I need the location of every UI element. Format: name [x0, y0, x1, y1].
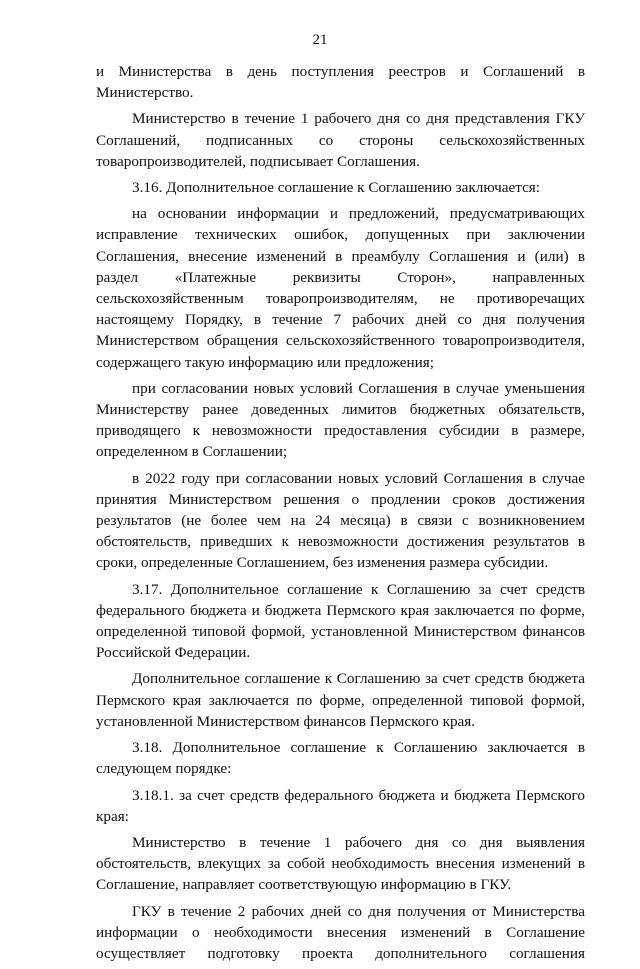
paragraph: Министерство в течение 1 рабочего дня со дня представления ГКУ Соглашений, подписанных со стороны сельскохозяйственных товаропроизводителей, подписывает Соглашения. [96, 110, 585, 170]
paragraph: 3.17. Дополнительное соглашение к Соглашению за счет средств федерального бюджета и бюджета Пермского края заключается по форме, определенной типовой формой, установленной Министерством финансов Российской Федерации. [96, 580, 585, 662]
paragraph: в 2022 году при согласовании новых условий Соглашения в случае принятия Министерством решения о продлении сроков достижения результатов (не более чем на 24 месяца) в связи с возникновением обстоятельств, приведших к невозможности достижения результатов в сроки, определенные Соглашением, без изменения размера субсидии. [96, 469, 585, 572]
paragraph: 3.16. Дополнительное соглашение к Соглашению заключается: [132, 179, 541, 197]
paragraph: 3.18.1. за счет средств федерального бюджета и бюджета Пермского края: [96, 786, 585, 825]
paragraph: 3.18. Дополнительное соглашение к Соглашению заключается в следующем порядке: [96, 739, 585, 778]
paragraph: Министерство в течение 1 рабочего дня со дня выявления обстоятельств, влекущих за собой необходимость внесения изменений в Соглашение, направляет соответствующую информацию в ГКУ. [96, 833, 585, 894]
document-body [96, 61, 585, 969]
page-number: 21 [312, 32, 328, 48]
paragraph: при согласовании новых условий Соглашения в случае уменьшения Министерству ранее доведенных лимитов бюджетных обязательств, приводящего к невозможности предоставления субсидии в размере, определенном в Соглашении; [96, 379, 585, 461]
paragraph: Дополнительное соглашение к Соглашению за счет средств бюджета Пермского края заключается по форме, определенной типовой формой, установленной Министерством финансов Пермского края. [96, 670, 585, 730]
paragraph: ГКУ в течение 2 рабочих дней со дня получения от Министерства информации о необходимости внесения изменений в Соглашение осуществляет подготовку проекта дополнительного соглашения [96, 902, 585, 962]
paragraph: и Министерства в день поступления реестров и Соглашений в Министерство. [96, 63, 585, 102]
paragraph: на основании информации и предложений, предусматривающих исправление технических ошибок, допущенных при заключении Соглашения, внесение изменений в преамбулу Соглашения и (или) в раздел «Платежные реквизиты Сторон», направленных сельскохозяйственным товаропроизводителям, не противоречащих настоящему Порядку, в течение 7 рабочих дней со дня получения Министерством обращения сельскохозяйственного товаропроизводителя, содержащего такую информацию или предложения; [96, 205, 585, 371]
